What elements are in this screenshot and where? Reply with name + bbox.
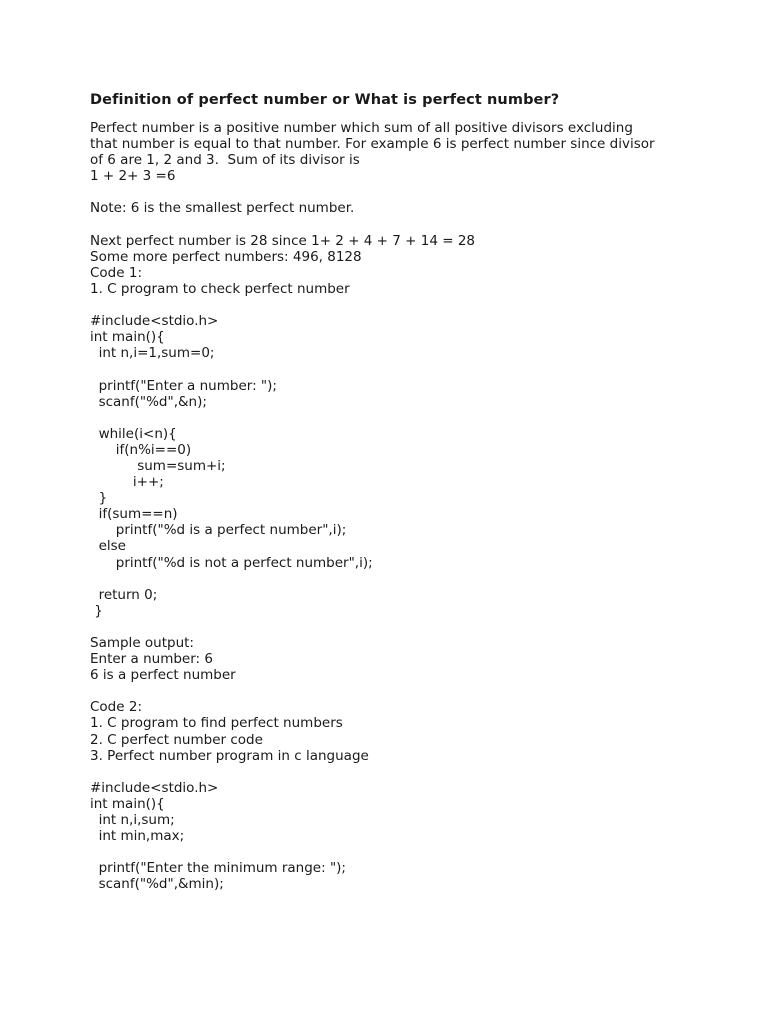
text-line: Code 2:	[90, 699, 142, 716]
text-line: int n,i=1,sum=0;	[90, 345, 215, 362]
text-line: printf("%d is a perfect number",i);	[90, 522, 347, 539]
blank-line	[90, 571, 730, 587]
text-line: 1. C program to check perfect number	[90, 280, 350, 297]
text-line: 3. Perfect number program in c language	[90, 747, 369, 764]
blank-line	[90, 764, 730, 780]
text-line: Next perfect number is 28 since 1+ 2 + 4 + 7 + 14 = 28	[90, 232, 476, 249]
text-line: #include<stdio.h>	[90, 779, 219, 796]
text-line: int main(){	[90, 329, 165, 346]
text-line: return 0;	[90, 586, 158, 603]
text-line: int n,i,sum;	[90, 812, 175, 829]
text-line: else	[90, 538, 126, 555]
text-line: i++;	[90, 474, 164, 491]
text-line: int min,max;	[90, 828, 185, 845]
text-line: Sample output:	[90, 635, 194, 651]
blank-line	[90, 184, 730, 200]
text-line: if(n%i==0)	[90, 441, 192, 458]
text-line: 2. C perfect number code	[90, 731, 263, 748]
document-page	[90, 90, 730, 893]
blank-line	[90, 217, 730, 233]
text-line: printf("%d is not a perfect number",i);	[90, 554, 373, 571]
text-line: Note: 6 is the smallest perfect number.	[90, 200, 355, 217]
text-line: 1. C program to find perfect numbers	[90, 715, 343, 732]
text-line: sum=sum+i;	[90, 457, 226, 474]
text-line: }	[90, 602, 103, 619]
text-line: Code 1:	[90, 264, 142, 281]
text-line: if(sum==n)	[90, 506, 178, 523]
document-title: Definition of perfect number or What is perfect number?	[90, 92, 560, 108]
text-line: #include<stdio.h>	[90, 313, 219, 330]
text-line: Some more perfect numbers: 496, 8128	[90, 248, 362, 265]
document-body	[90, 120, 730, 893]
text-line: Enter a number: 6	[90, 651, 213, 668]
text-line: of 6 are 1, 2 and 3. Sum of its divisor is	[90, 152, 360, 169]
blank-line	[90, 361, 730, 377]
text-line: while(i<n){	[90, 425, 177, 442]
text-line: printf("Enter the minimum range: ");	[90, 860, 346, 877]
text-line: 1 + 2+ 3 =6	[90, 168, 176, 185]
text-line: int main(){	[90, 795, 165, 812]
blank-line	[90, 410, 730, 426]
text-line: printf("Enter a number: ");	[90, 377, 277, 394]
blank-line	[90, 619, 730, 635]
blank-line	[90, 297, 730, 313]
text-line: that number is equal to that number. For example 6 is perfect number since divisor	[90, 136, 655, 153]
text-line: Perfect number is a positive number which sum of all positive divisors excluding	[90, 120, 633, 136]
text-line: scanf("%d",&n);	[90, 393, 207, 410]
text-line: scanf("%d",&min);	[90, 876, 224, 893]
text-line: }	[90, 490, 108, 507]
text-line: 6 is a perfect number	[90, 667, 236, 684]
blank-line	[90, 844, 730, 860]
blank-line	[90, 683, 730, 699]
